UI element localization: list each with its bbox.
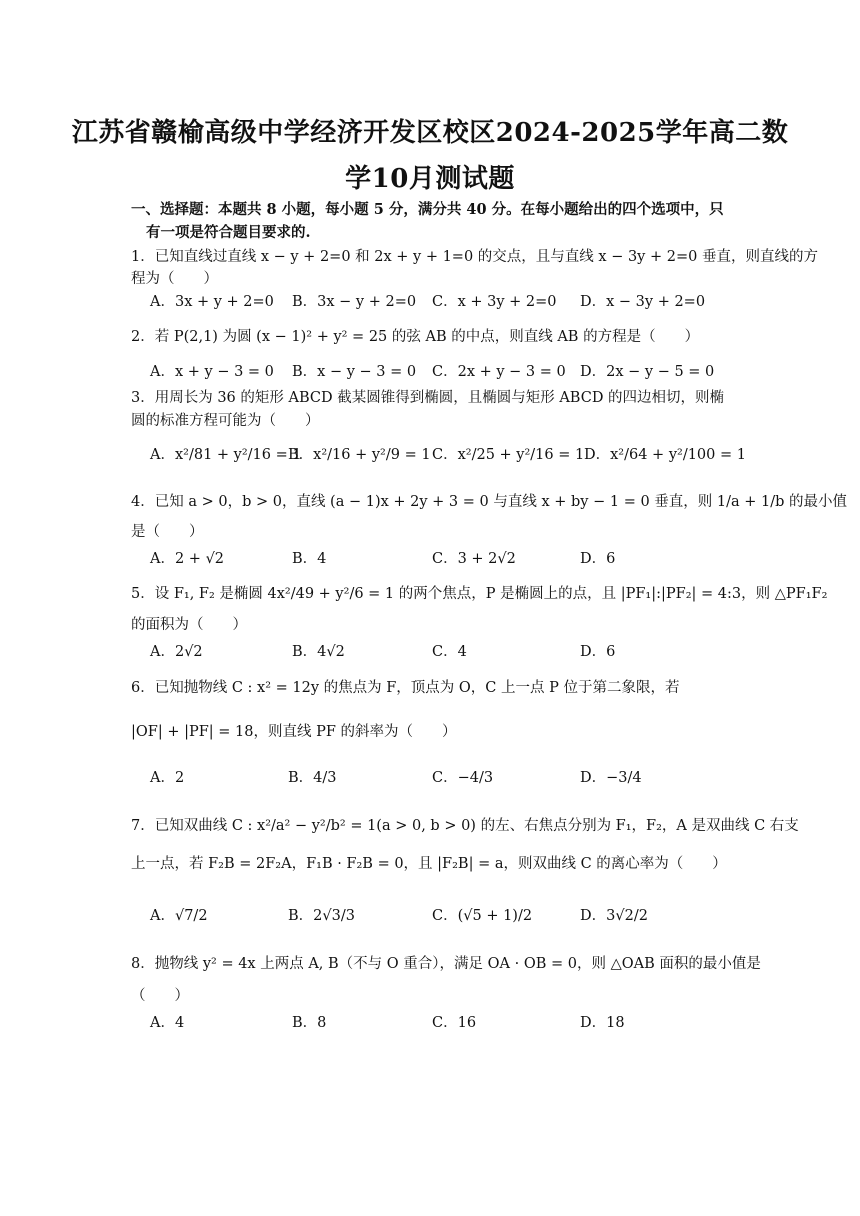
q4-option-c: C．3 + 2√2 bbox=[432, 551, 516, 567]
q6-option-a: A．2 bbox=[150, 770, 185, 786]
question-3-text-cont: 圆的标准方程可能为（ ） bbox=[131, 413, 320, 429]
q8-option-b: B．8 bbox=[292, 1015, 327, 1031]
q4-option-d: D．6 bbox=[580, 551, 616, 567]
q5-option-d: D．6 bbox=[580, 644, 616, 660]
question-1-text: 1．已知直线过直线 x − y + 2=0 和 2x + y + 1=0 的交点，且与直线 x − 3y + 2=0 垂直，则直线的方 bbox=[131, 249, 818, 265]
question-4-text: 4．已知 a > 0，b > 0，直线 (a − 1)x + 2y + 3 = 0 与直线 x + by − 1 = 0 垂直，则 1/a + 1/b 的最小值 bbox=[131, 494, 848, 510]
q4-option-a: A．2 + √2 bbox=[150, 551, 225, 567]
q6-option-c: C．−4/3 bbox=[432, 770, 494, 786]
q8-option-d: D．18 bbox=[580, 1015, 625, 1031]
q2-option-c: C．2x + y − 3 = 0 bbox=[432, 364, 566, 380]
q1-option-c: C．x + 3y + 2=0 bbox=[432, 294, 557, 310]
q5-option-a: A．2√2 bbox=[150, 644, 203, 660]
question-5-text: 5．设 F₁, F₂ 是椭圆 4x²/49 + y²/6 = 1 的两个焦点，P 是椭圆上的点，且 |PF₁|:|PF₂| = 4:3，则 △PF₁F₂ bbox=[131, 586, 828, 602]
q7-option-a: A．√7/2 bbox=[150, 908, 208, 924]
q3-option-b: B．x²/16 + y²/9 = 1 bbox=[288, 447, 431, 463]
question-3-text: 3．用周长为 36 的矩形 ABCD 截某圆锥得到椭圆，且椭圆与矩形 ABCD 的四边相切，则椭 bbox=[131, 390, 725, 406]
q3-option-c: C．x²/25 + y²/16 = 1 bbox=[432, 447, 585, 463]
q8-option-c: C．16 bbox=[432, 1015, 477, 1031]
q7-option-b: B．2√3/3 bbox=[288, 908, 355, 924]
q7-option-c: C．(√5 + 1)/2 bbox=[432, 908, 533, 924]
section-heading: 一、选择题：本题共 8 小题，每小题 5 分，满分共 40 分。在每小题给出的四个选项中，只 bbox=[131, 201, 724, 218]
question-8-text-cont: （ ） bbox=[131, 988, 189, 1004]
question-1-text-cont: 程为（ ） bbox=[131, 271, 218, 287]
q4-option-b: B．4 bbox=[292, 551, 327, 567]
q5-option-b: B．4√2 bbox=[292, 644, 345, 660]
q6-option-b: B．4/3 bbox=[288, 770, 337, 786]
question-4-text-cont: 是（ ） bbox=[131, 524, 204, 540]
question-6-text-cont: |OF| + |PF| = 18，则直线 PF 的斜率为（ ） bbox=[131, 724, 457, 740]
question-5-text-cont: 的面积为（ ） bbox=[131, 617, 247, 633]
q5-option-c: C．4 bbox=[432, 644, 467, 660]
section-heading-cont: 有一项是符合题目要求的. bbox=[146, 224, 311, 241]
q6-option-d: D．−3/4 bbox=[580, 770, 642, 786]
q1-option-a: A．3x + y + 2=0 bbox=[150, 294, 274, 310]
q1-option-b: B．3x − y + 2=0 bbox=[292, 294, 417, 310]
q7-option-d: D．3√2/2 bbox=[580, 908, 648, 924]
q2-option-a: A．x + y − 3 = 0 bbox=[150, 364, 274, 380]
question-2-text: 2．若 P(2,1) 为圆 (x − 1)² + y² = 25 的弦 AB 的中点，则直线 AB 的方程是（ ） bbox=[131, 329, 700, 345]
question-6-text: 6．已知抛物线 C : x² = 12y 的焦点为 F，顶点为 O，C 上一点 P 位于第二象限，若 bbox=[131, 680, 680, 696]
q8-option-a: A．4 bbox=[150, 1015, 185, 1031]
q3-option-d: D．x²/64 + y²/100 = 1 bbox=[584, 447, 746, 463]
q3-option-a: A．x²/81 + y²/16 = 1 bbox=[150, 447, 302, 463]
q2-option-b: B．x − y − 3 = 0 bbox=[292, 364, 417, 380]
question-7-text: 7．已知双曲线 C : x²/a² − y²/b² = 1(a > 0, b > 0) 的左、右焦点分别为 F₁，F₂，A 是双曲线 C 右支 bbox=[131, 818, 799, 834]
q2-option-d: D．2x − y − 5 = 0 bbox=[580, 364, 715, 380]
exam-title-line2: 学10月测试题 bbox=[345, 164, 515, 194]
question-7-text-cont: 上一点，若 F₂B = 2F₂A，F₁B · F₂B = 0，且 |F₂B| = a，则双曲线 C 的离心率为（ ） bbox=[131, 856, 727, 872]
q1-option-d: D．x − 3y + 2=0 bbox=[580, 294, 706, 310]
question-8-text: 8．抛物线 y² = 4x 上两点 A, B（不与 O 重合），满足 OA · OB = 0，则 △OAB 面积的最小值是 bbox=[131, 956, 761, 972]
exam-title-line1: 江苏省赣榆高级中学经济开发区校区2024-2025学年高二数 bbox=[71, 118, 789, 148]
